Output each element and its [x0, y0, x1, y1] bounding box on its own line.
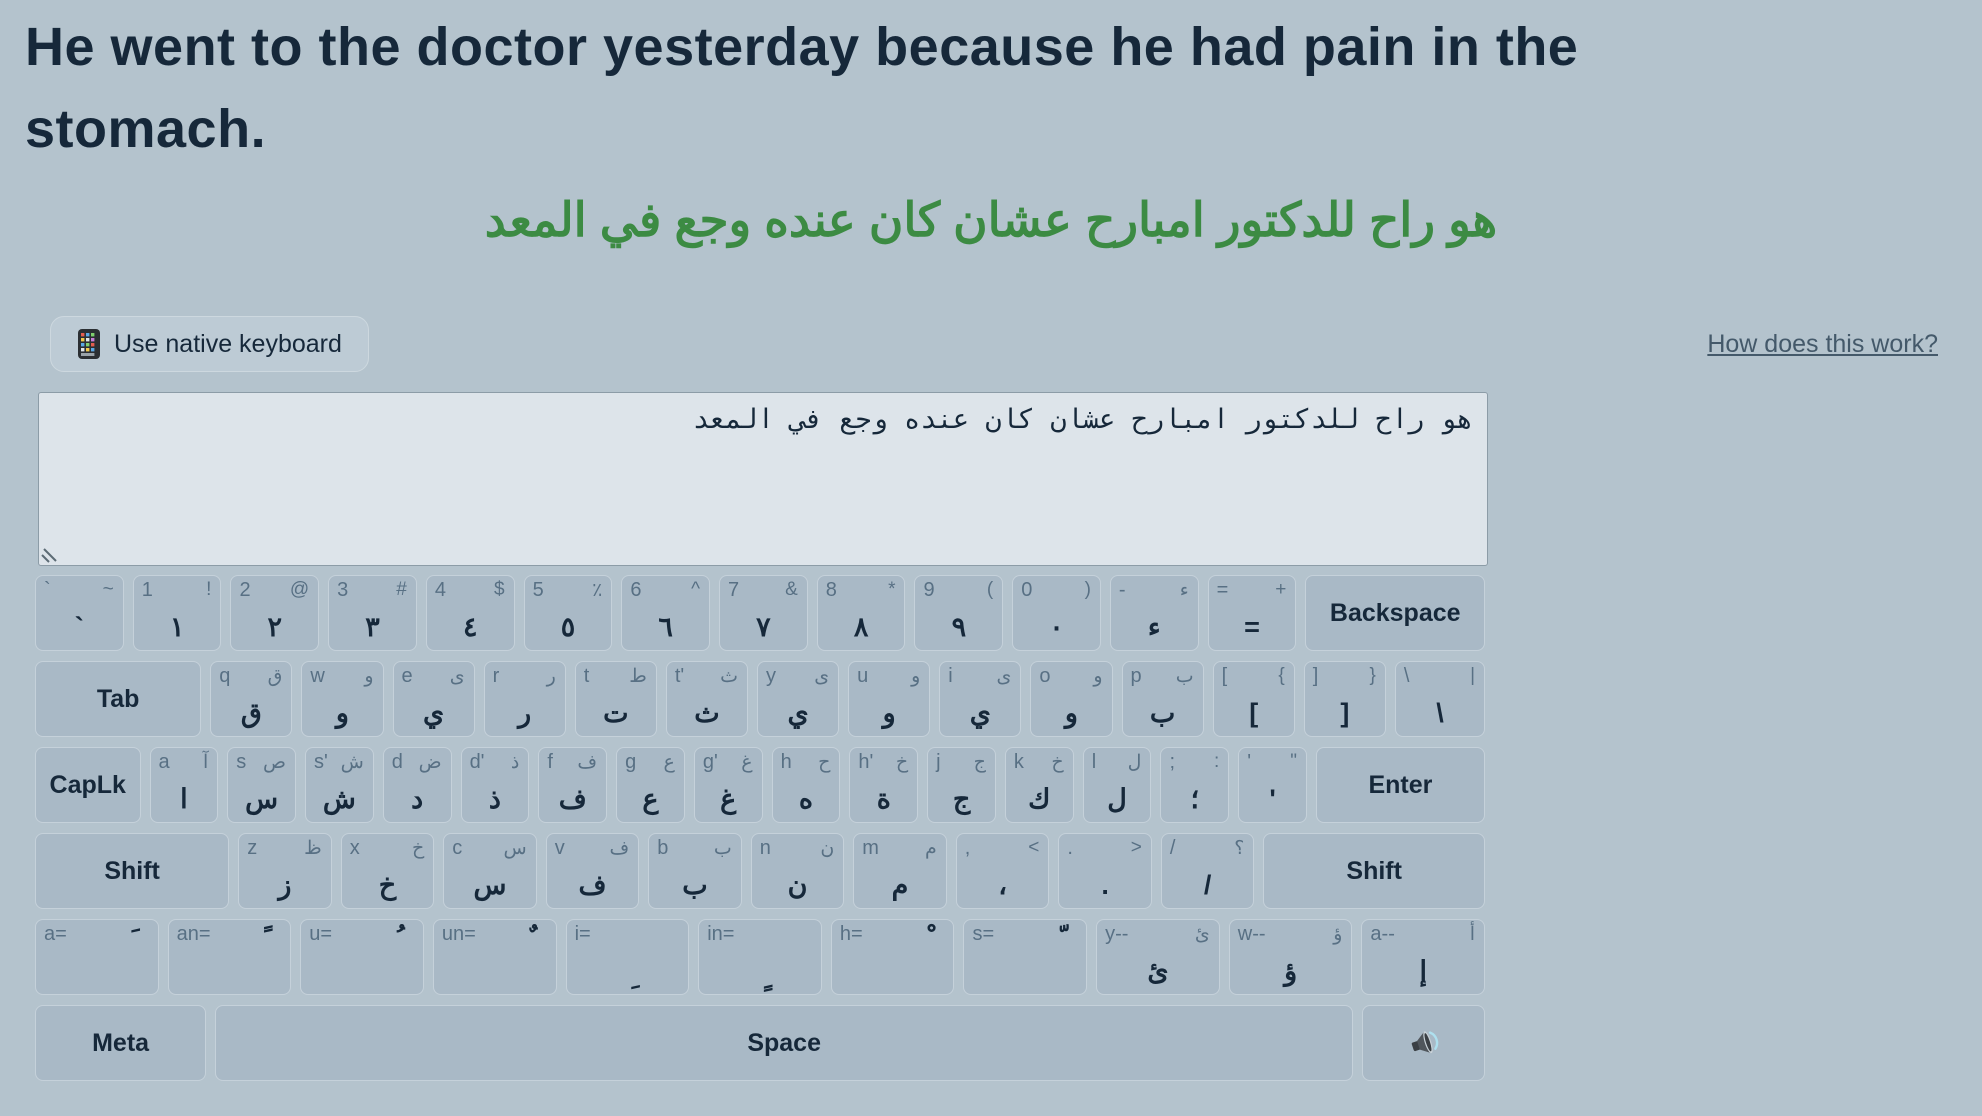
key-shift-char: ؟: [1234, 838, 1245, 859]
key-main-char: ٨: [853, 612, 869, 642]
key-a[interactable]: [150, 747, 219, 823]
key-t[interactable]: [575, 661, 657, 737]
key-latin-label: t': [674, 665, 685, 687]
key-latin-label: f: [547, 751, 553, 773]
key-latin-label: 4: [434, 579, 446, 601]
key-1[interactable]: [133, 575, 222, 651]
key-shift-char: &: [785, 579, 798, 600]
key-main-char: ي: [422, 698, 445, 728]
key-shift-char: >: [1130, 837, 1142, 858]
key-s[interactable]: [227, 747, 296, 823]
key-main-char: =: [1244, 612, 1260, 642]
key-diacritic-mark: ﹸ: [397, 924, 405, 954]
key-e[interactable]: [393, 661, 475, 737]
key-symbol[interactable]: [1160, 747, 1229, 823]
key-an[interactable]: [168, 919, 292, 995]
key-shift-char: ؤ: [1333, 924, 1343, 945]
key-main-char: ي: [969, 698, 991, 728]
use-native-keyboard-button[interactable]: [50, 316, 369, 372]
key-shift-char: (: [986, 579, 994, 600]
key-main-char: ء: [1147, 612, 1161, 642]
key-shift-char: ذ: [510, 752, 520, 773]
key-main-char: ش: [322, 784, 356, 814]
key-f[interactable]: [538, 747, 607, 823]
key-un[interactable]: [433, 919, 557, 995]
keyboard-row-2: [35, 661, 1485, 737]
key-main-char: و: [882, 698, 896, 728]
key-main-char: ل: [1107, 784, 1127, 814]
key-shift-char: أ: [1469, 924, 1476, 945]
key-main-char: ٠: [1049, 612, 1064, 642]
key-main-char: د: [411, 784, 424, 814]
key-diacritic-mark: ﹾ: [927, 924, 936, 954]
key-shift-char: ر: [546, 666, 556, 687]
key-m[interactable]: [853, 833, 947, 909]
key-latin-label: 2: [239, 579, 251, 601]
key-shift-char: ض: [418, 752, 442, 773]
key-shift-char: :: [1213, 751, 1220, 772]
target-sentence-arabic: هو راح للدكتور امبارح عشان كان عنده وجع في المعد: [484, 193, 1498, 246]
key-latin-label: in=: [707, 923, 735, 945]
key-latin-label: k: [1013, 751, 1024, 773]
key-shift-char: ئ: [1194, 924, 1210, 945]
key-main-char: ٦: [658, 612, 673, 642]
key-main-char: ج: [952, 784, 971, 814]
key-latin-label: s=: [972, 923, 995, 945]
key-u[interactable]: [300, 919, 424, 995]
key-main-char: ٧: [756, 612, 771, 642]
key-diacritic-mark: ﹶ: [131, 924, 140, 954]
key-label: Space: [747, 1028, 821, 1057]
key-x[interactable]: [341, 833, 435, 909]
key-n[interactable]: [751, 833, 845, 909]
key-main-char: ذ: [488, 784, 501, 814]
key-shift-char: و: [1093, 666, 1103, 687]
key-a[interactable]: [35, 919, 159, 995]
key-h[interactable]: [831, 919, 955, 995]
key-main-char: ب: [682, 870, 708, 900]
key-diacritic-mark: ﹺ: [631, 961, 640, 991]
key-0[interactable]: [1012, 575, 1101, 651]
key-main-char: ،: [998, 870, 1007, 900]
key-diacritic-mark: ﹴ: [764, 961, 773, 991]
speaker-icon: [1407, 1026, 1441, 1060]
page-title: He went to the doctor yesterday because he had pain in the stomach.: [25, 17, 1579, 160]
key-main-char: ٢: [267, 612, 283, 642]
key-shift-char: ح: [818, 752, 831, 773]
key-shift-char: و: [911, 666, 921, 687]
key-latin-label: ]: [1312, 665, 1319, 687]
key-z[interactable]: [238, 833, 332, 909]
key-shift[interactable]: [35, 833, 229, 909]
key-latin-label: 3: [337, 579, 349, 601]
key-v[interactable]: [546, 833, 640, 909]
key-latin-label: w: [310, 665, 325, 687]
key-o[interactable]: [1030, 661, 1112, 737]
key-shift-char: #: [396, 579, 407, 600]
key-diacritic-mark: ﹲ: [529, 924, 538, 954]
key-latin-label: v: [554, 837, 565, 859]
key-g[interactable]: [694, 747, 763, 823]
key-latin-label: 7: [728, 579, 740, 601]
key-latin-label: un=: [441, 923, 476, 945]
key-main-char: ك: [1028, 784, 1051, 814]
key-latin-label: n: [759, 837, 771, 859]
key-g[interactable]: [616, 747, 685, 823]
key-backspace[interactable]: [1305, 575, 1485, 651]
key-shift-char: خ: [411, 838, 425, 859]
key-latin-label: [: [1221, 665, 1228, 687]
key-main-char: .: [1101, 870, 1109, 900]
key-latin-label: 9: [923, 579, 935, 601]
key-shift-char: ٪: [592, 580, 603, 601]
key-shift-char: ى: [814, 666, 830, 687]
key-symbol[interactable]: [1304, 661, 1386, 737]
key-latin-label: ,: [964, 837, 971, 859]
keyboard-row-5: [35, 919, 1485, 995]
key-shift-char: ط: [629, 666, 647, 687]
key-latin-label: c: [452, 837, 463, 859]
key-label: Shift: [1346, 856, 1402, 885]
key-latin-label: s': [314, 751, 328, 773]
key-latin-label: x: [349, 837, 360, 859]
key-main-char: ر: [518, 698, 532, 728]
key-main-char: ف: [558, 784, 587, 814]
key-label: Meta: [92, 1028, 150, 1057]
key-latin-label: h=: [839, 923, 863, 945]
key-latin-label: g': [702, 751, 718, 773]
key-latin-label: a=: [44, 923, 67, 945]
key-shift-char: |: [1470, 665, 1476, 686]
key-shift-char: *: [888, 579, 896, 600]
key-main-char: ١: [169, 612, 185, 642]
key-latin-label: 6: [630, 579, 642, 601]
key-enter[interactable]: [1316, 747, 1485, 823]
key-shift-char: ): [1084, 579, 1091, 600]
key-shift-char: ث: [720, 666, 738, 687]
key-shift-char: ف: [609, 838, 630, 859]
key-space[interactable]: [215, 1005, 1353, 1081]
key-latin-label: an=: [176, 923, 211, 945]
key-latin-label: y--: [1105, 923, 1129, 945]
answer-textarea[interactable]: [38, 392, 1488, 566]
key-9[interactable]: [914, 575, 1003, 651]
key-diacritic-mark: ﹼ: [1060, 924, 1069, 954]
key-main-char: ٣: [365, 612, 380, 642]
key-3[interactable]: [328, 575, 417, 651]
key-latin-label: r: [492, 665, 500, 687]
how-does-this-work-link[interactable]: How does this work?: [1707, 330, 1938, 358]
key-latin-label: 8: [825, 579, 837, 601]
key-4[interactable]: [426, 575, 515, 651]
key-symbol[interactable]: [1213, 661, 1295, 737]
key-k[interactable]: [1005, 747, 1074, 823]
key-t[interactable]: [666, 661, 748, 737]
key-main-char: \: [1436, 698, 1444, 728]
key-latin-label: l: [1091, 751, 1097, 773]
keyboard-row-6: [35, 1005, 1485, 1081]
virtual-keyboard: [35, 575, 1485, 1091]
key-main-char: و: [335, 698, 349, 728]
key-symbol[interactable]: [1110, 575, 1199, 651]
key-latin-label: z: [247, 837, 258, 859]
key-shift-char: ": [1290, 751, 1297, 772]
key-main-char: ت: [603, 698, 629, 728]
keyboard-row-3: [35, 747, 1485, 823]
key-main-char: إ: [1419, 956, 1427, 986]
key-shift-char: آ: [202, 752, 209, 773]
key-main-char: غ: [720, 784, 737, 814]
key-latin-label: e: [401, 665, 413, 687]
key-p[interactable]: [1122, 661, 1204, 737]
key-main-char: `: [74, 612, 84, 642]
key-shift-char: $: [494, 579, 505, 600]
key-main-char: ب: [1149, 698, 1176, 728]
key-shift-char: ن: [820, 838, 835, 859]
key-symbol[interactable]: [1058, 833, 1152, 909]
key-shift-char: ش: [340, 752, 364, 773]
key-latin-label: o: [1039, 665, 1051, 687]
key-i[interactable]: [566, 919, 690, 995]
key-d[interactable]: [461, 747, 530, 823]
key-latin-label: p: [1130, 665, 1142, 687]
key-h[interactable]: [772, 747, 841, 823]
key-latin-label: h: [780, 751, 792, 773]
key-y[interactable]: [1096, 919, 1220, 995]
key-label: Tab: [96, 684, 140, 713]
key-shift-char: ع: [663, 752, 675, 773]
key-s[interactable]: [963, 919, 1087, 995]
key-latin-label: g: [625, 751, 637, 773]
key-main-char: ؛: [1190, 784, 1200, 814]
key-main-char: س: [245, 784, 279, 814]
key-main-char: و: [1064, 698, 1078, 728]
key-main-char: م: [891, 870, 909, 900]
key-shift-char: ج: [973, 752, 986, 773]
key-latin-label: ;: [1169, 751, 1176, 773]
key-d[interactable]: [383, 747, 452, 823]
key-latin-label: d': [469, 751, 485, 773]
mobile-keyboard-icon: [77, 329, 101, 359]
key-s[interactable]: [305, 747, 374, 823]
key-caplk[interactable]: [35, 747, 141, 823]
key-shift-char: +: [1275, 579, 1287, 600]
key-main-char: س: [473, 870, 507, 900]
key-shift-char: }: [1369, 665, 1376, 686]
key-i[interactable]: [939, 661, 1021, 737]
key-tab[interactable]: [35, 661, 201, 737]
key-shift-char: غ: [741, 752, 753, 773]
textarea-resize-handle[interactable]: [40, 544, 60, 564]
key-latin-label: u=: [309, 923, 333, 945]
key-latin-label: 0: [1021, 579, 1033, 601]
key-shift-char: ف: [577, 752, 598, 773]
key-shift-char: خ: [895, 752, 909, 773]
key-label: Enter: [1368, 770, 1433, 799]
key-main-char: ؤ: [1284, 956, 1298, 986]
key-latin-label: a--: [1370, 923, 1395, 945]
key-w[interactable]: [301, 661, 383, 737]
key-shift-char: !: [206, 579, 212, 600]
key-latin-label: `: [44, 579, 51, 601]
key-latin-label: -: [1118, 579, 1126, 601]
key-label: Backspace: [1329, 598, 1461, 627]
key-shift-char: @: [289, 579, 310, 600]
key-latin-label: w--: [1237, 923, 1266, 945]
key-r[interactable]: [484, 661, 566, 737]
key-l[interactable]: [1083, 747, 1152, 823]
key-speaker[interactable]: [1362, 1005, 1485, 1081]
key-symbol[interactable]: [35, 575, 124, 651]
key-shift-char: ل: [1127, 752, 1142, 773]
key-latin-label: 5: [532, 579, 544, 601]
key-latin-label: .: [1067, 837, 1073, 859]
key-latin-label: 1: [141, 579, 153, 601]
key-main-char: ز: [278, 870, 292, 900]
key-symbol[interactable]: [1161, 833, 1255, 909]
key-shift-char: ^: [691, 579, 701, 600]
key-shift-char: ق: [267, 666, 283, 687]
key-main-char: ن: [787, 870, 808, 900]
key-latin-label: /: [1169, 837, 1176, 859]
key-main-char: ه: [798, 784, 814, 814]
key-symbol[interactable]: [1395, 661, 1485, 737]
key-main-char: /: [1203, 870, 1212, 900]
key-in[interactable]: [698, 919, 822, 995]
key-main-char: ا: [180, 784, 188, 814]
keyboard-row-4: [35, 833, 1485, 909]
key-latin-label: j: [936, 751, 941, 773]
key-main-char: ٩: [951, 612, 967, 642]
key-shift[interactable]: [1263, 833, 1485, 909]
key-j[interactable]: [927, 747, 996, 823]
key-shift-char: ى: [449, 666, 465, 687]
key-latin-label: d: [391, 751, 403, 773]
key-2[interactable]: [230, 575, 319, 651]
key-a[interactable]: [1361, 919, 1485, 995]
key-main-char: ق: [240, 698, 262, 728]
key-main-char: ئ: [1147, 956, 1169, 986]
key-main-char: ٥: [560, 612, 576, 642]
key-meta[interactable]: [35, 1005, 206, 1081]
key-shift-char: ء: [1179, 580, 1189, 601]
key-main-char: ث: [694, 698, 720, 728]
key-shift-char: ص: [263, 752, 287, 773]
key-h[interactable]: [849, 747, 918, 823]
keyboard-row-1: [35, 575, 1485, 651]
key-shift-char: و: [364, 666, 374, 687]
key-latin-label: i=: [574, 923, 591, 945]
key-c[interactable]: [443, 833, 537, 909]
key-shift-char: ب: [1175, 666, 1194, 687]
key-main-char: ة: [876, 784, 891, 814]
key-latin-label: q: [219, 665, 231, 687]
key-shift-char: ~: [102, 579, 114, 600]
key-shift-char: ظ: [304, 838, 322, 859]
key-8[interactable]: [817, 575, 906, 651]
key-main-char: [: [1249, 698, 1259, 728]
key-7[interactable]: [719, 575, 808, 651]
key-latin-label: i: [948, 665, 953, 687]
key-u[interactable]: [848, 661, 930, 737]
key-latin-label: u: [857, 665, 869, 687]
key-shift-char: ى: [996, 666, 1012, 687]
key-5[interactable]: [524, 575, 613, 651]
key-latin-label: b: [657, 837, 669, 859]
key-latin-label: y: [766, 665, 776, 687]
key-main-char: ف: [578, 870, 607, 900]
key-shift-char: س: [503, 838, 527, 859]
key-label: CapLk: [49, 770, 126, 799]
key-latin-label: ': [1247, 751, 1252, 773]
key-latin-label: t: [583, 665, 590, 687]
key-main-char: ٤: [462, 612, 478, 642]
key-latin-label: s: [236, 751, 247, 773]
key-symbol[interactable]: [956, 833, 1050, 909]
key-main-char: خ: [378, 870, 397, 900]
key-w[interactable]: [1229, 919, 1353, 995]
key-shift-char: م: [925, 838, 937, 859]
key-shift-char: {: [1278, 665, 1285, 686]
key-diacritic-mark: ﹰ: [264, 924, 273, 954]
key-main-char: ي: [787, 698, 809, 728]
use-native-keyboard-label: Use native keyboard: [114, 329, 342, 358]
key-latin-label: \: [1403, 665, 1410, 687]
key-shift-char: <: [1028, 837, 1040, 858]
key-latin-label: m: [862, 837, 879, 859]
key-symbol[interactable]: [1208, 575, 1297, 651]
key-6[interactable]: [621, 575, 710, 651]
key-latin-label: h': [858, 751, 874, 773]
key-label: Shift: [104, 856, 160, 885]
key-shift-char: خ: [1051, 752, 1064, 773]
key-b[interactable]: [648, 833, 742, 909]
key-latin-label: a: [158, 751, 170, 773]
key-main-char: ]: [1340, 698, 1350, 728]
key-shift-char: ب: [713, 838, 732, 859]
key-y[interactable]: [757, 661, 839, 737]
key-main-char: ع: [642, 784, 659, 814]
key-q[interactable]: [210, 661, 292, 737]
key-latin-label: =: [1216, 579, 1229, 601]
key-symbol[interactable]: [1238, 747, 1307, 823]
key-main-char: ': [1269, 784, 1276, 814]
